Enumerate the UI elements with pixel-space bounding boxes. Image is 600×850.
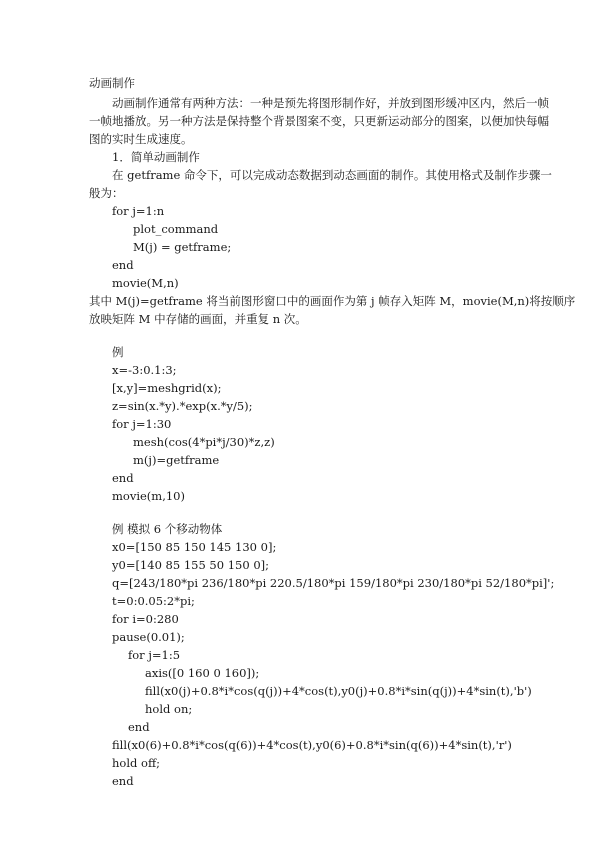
example1-code-line: mesh(cos(4*pi*j/30)*z,z)	[133, 435, 275, 449]
explanation-line: 其中 M(j)=getframe 将当前图形窗口中的画面作为第 j 帧存入矩阵 M，movie(M,n)将按顺序	[89, 294, 576, 308]
example2-code-line: pause(0.01);	[112, 630, 185, 644]
example2-code-line: end	[112, 774, 134, 788]
example2-code-line: y0=[140 85 155 50 150 0];	[112, 558, 270, 572]
example2-code-line: hold off;	[112, 756, 160, 770]
example2-code-line: x0=[150 85 150 145 130 0];	[112, 540, 277, 554]
example2-label: 例 模拟 6 个移动物体	[112, 522, 223, 536]
example1-code-line: end	[112, 471, 134, 485]
syntax-code-line: plot_command	[133, 222, 219, 236]
subsection-title: 1．简单动画制作	[112, 150, 200, 164]
syntax-code-line: for j=1:n	[112, 204, 165, 218]
example1-code-line: z=sin(x.*y).*exp(x.*y/5);	[112, 399, 253, 413]
example1-code-line: [x,y]=meshgrid(x);	[112, 381, 222, 395]
section-title: 动画制作	[89, 76, 135, 90]
intro-line: 动画制作通常有两种方法：一种是预先将图形制作好，并放到图形缓冲区内，然后一帧	[112, 96, 549, 110]
explanation-line: 放映矩阵 M 中存储的画面，并重复 n 次。	[89, 312, 307, 326]
example1-code-line: for j=1:30	[112, 417, 172, 431]
example2-code-line: hold on;	[145, 702, 193, 716]
example2-code-line: end	[128, 720, 150, 734]
example2-code-line: axis([0 160 0 160]);	[145, 666, 260, 680]
intro-line: 图的实时生成速度。	[89, 132, 193, 146]
example1-code-line: x=-3:0.1:3;	[112, 363, 177, 377]
syntax-code-line: M(j) = getframe;	[133, 240, 232, 254]
example1-label: 例	[112, 345, 124, 359]
example1-code-line: movie(m,10)	[112, 489, 185, 503]
example2-code-line: t=0:0.05:2*pi;	[112, 594, 195, 608]
example2-code-line: fill(x0(j)+0.8*i*cos(q(j))+4*cos(t),y0(j)+0.8*i*sin(q(j))+4*sin(t),'b')	[145, 684, 532, 698]
example2-code-line: for i=0:280	[112, 612, 179, 626]
example2-code-line: q=[243/180*pi 236/180*pi 220.5/180*pi 159/180*pi 230/180*pi 52/180*pi]';	[112, 576, 555, 590]
usage-line: 般为：	[89, 186, 124, 200]
syntax-code-line: end	[112, 258, 134, 272]
intro-line: 一帧地播放。另一种方法是保持整个背景图案不变，只更新运动部分的图案，以便加快每幅	[89, 114, 549, 128]
usage-line: 在 getframe 命令下，可以完成动态数据到动态画面的制作。其使用格式及制作步骤一	[112, 168, 552, 182]
example1-code-line: m(j)=getframe	[133, 453, 220, 467]
example2-code-line: for j=1:5	[128, 648, 181, 662]
syntax-code-line: movie(M,n)	[112, 276, 179, 290]
example2-code-line: fill(x0(6)+0.8*i*cos(q(6))+4*cos(t),y0(6)+0.8*i*sin(q(6))+4*sin(t),'r')	[112, 738, 512, 752]
